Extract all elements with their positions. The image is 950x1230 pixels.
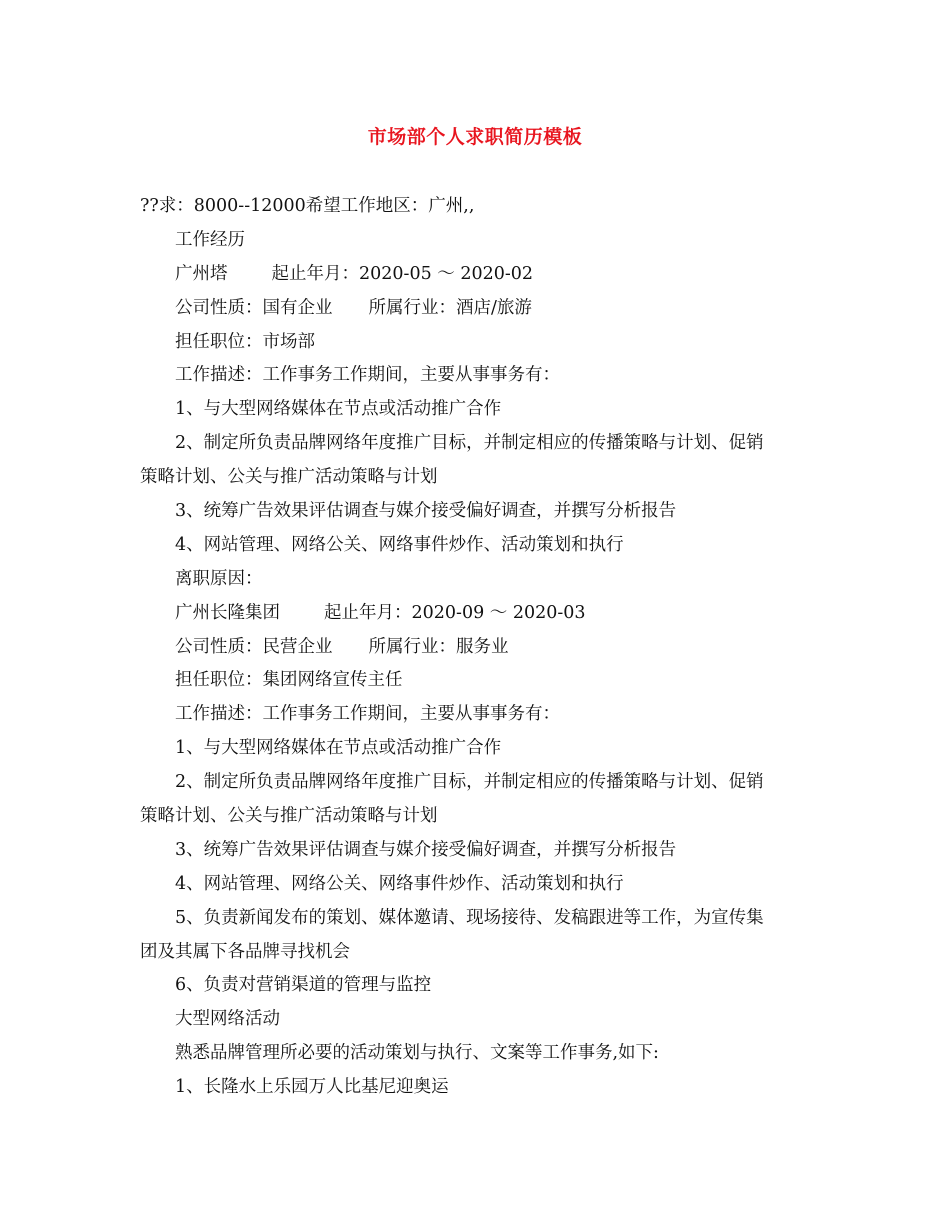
job1-meta [140,292,820,326]
job1-company: 广州塔 [175,263,228,284]
job1-header [140,258,820,292]
job2-period: 起止年月：2020-09 ～ 2020-03 [324,602,586,623]
document-body [140,190,820,1105]
job2-meta [140,631,820,665]
job1-duty-continued: 策略计划、公关与推广活动策略与计划 [140,467,438,488]
salary-line: ??求：8000--12000希望工作地区：广州,, [140,196,475,216]
job2-company: 广州长隆集团 [175,602,280,623]
job2-duty: 6、负责对营销渠道的管理与监控 [175,975,432,996]
job2-duty: 2、制定所负责品牌网络年度推广目标，并制定相应的传播策略与计划、促销 [175,772,764,793]
job2-description: 工作描述：工作事务工作期间，主要从事事务有： [175,704,560,725]
activity-item: 1、长隆水上乐园万人比基尼迎奥运 [175,1077,449,1098]
job2-industry: 所属行业：服务业 [368,636,509,657]
job1-position: 担任职位：市场部 [175,331,315,352]
job1-duty: 4、网站管理、网络公关、网络事件炒作、活动策划和执行 [175,534,624,555]
job1-description: 工作描述：工作事务工作期间，主要从事事务有： [175,365,560,386]
job1-duty: 1、与大型网络媒体在节点或活动推广合作 [175,399,502,420]
section-heading-work-history: 工作经历 [175,229,245,250]
job2-nature: 公司性质：民营企业 [175,636,333,657]
job1-industry: 所属行业：酒店/旅游 [368,297,532,318]
job1-duty: 3、统筹广告效果评估调查与媒介接受偏好调查，并撰写分析报告 [175,501,677,522]
job2-header [140,597,820,631]
job2-duty: 4、网站管理、网络公关、网络事件炒作、活动策划和执行 [175,873,624,894]
job2-duty-continued: 策略计划、公关与推广活动策略与计划 [140,806,438,827]
job2-duty: 3、统筹广告效果评估调查与媒介接受偏好调查，并撰写分析报告 [175,839,677,860]
job1-period: 起止年月：2020-05 ～ 2020-02 [271,263,534,284]
job1-leave-reason: 离职原因： [175,568,263,589]
job2-duty: 5、负责新闻发布的策划、媒体邀请、现场接待、发稿跟进等工作，为宣传集 [175,907,764,928]
document-title: 市场部个人求职简历模板 [367,126,583,148]
job2-duty-continued: 团及其属下各品牌寻找机会 [140,941,350,962]
job1-duty: 2、制定所负责品牌网络年度推广目标，并制定相应的传播策略与计划、促销 [175,433,764,454]
section-heading-activities: 大型网络活动 [175,1009,280,1030]
job1-nature: 公司性质：国有企业 [175,297,333,318]
activities-intro: 熟悉品牌管理所必要的活动策划与执行、文案等工作事务,如下: [175,1043,659,1064]
job2-duty: 1、与大型网络媒体在节点或活动推广合作 [175,738,502,759]
job2-position: 担任职位：集团网络宣传主任 [175,670,403,691]
